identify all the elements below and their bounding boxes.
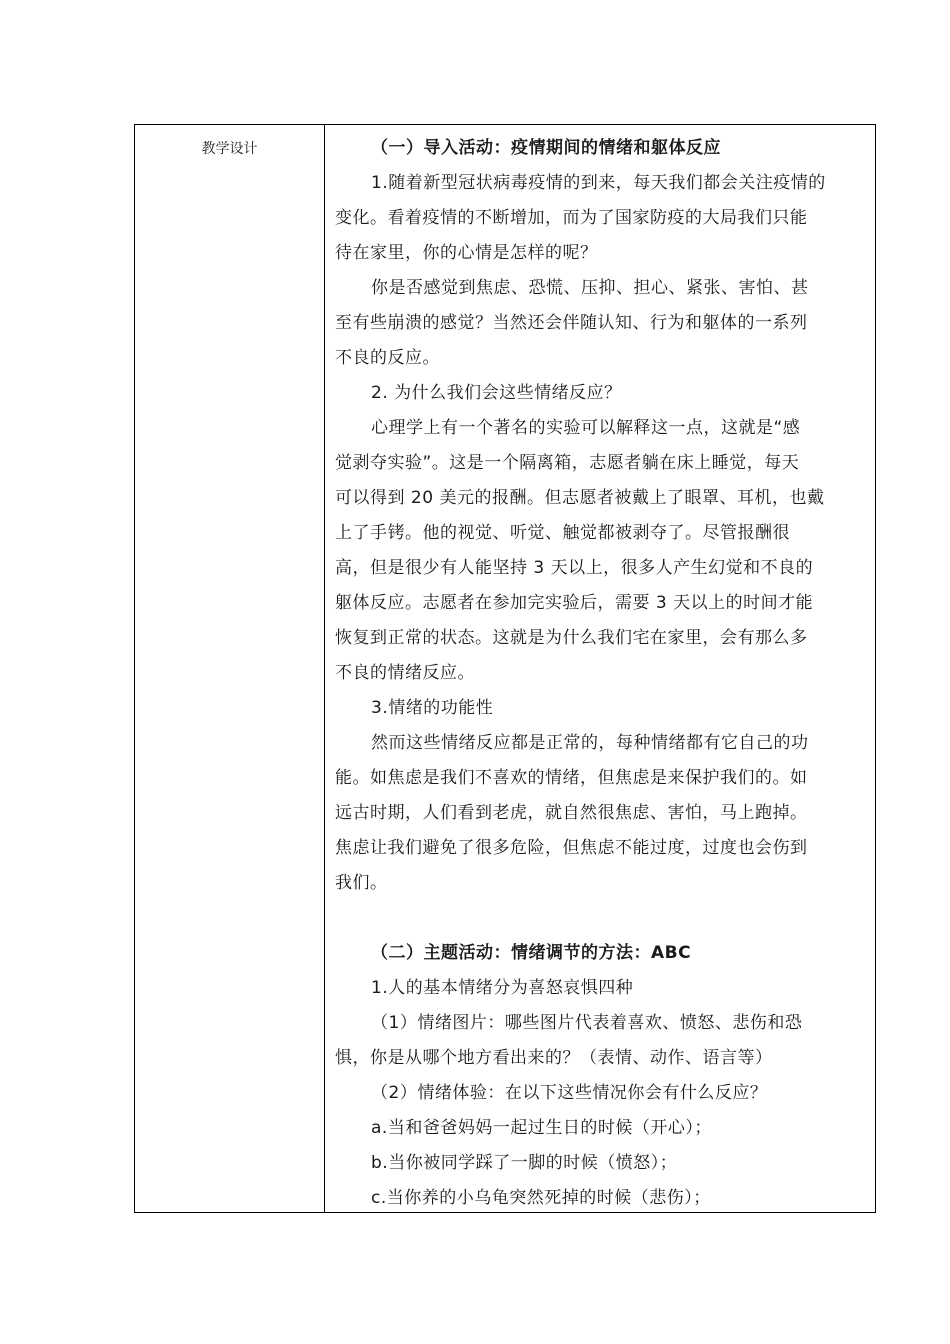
section-2-heading: （二）主题活动：情绪调节的方法：ABC xyxy=(371,943,692,963)
paragraph-line: 1.人的基本情绪分为喜怒哀惧四种 xyxy=(371,978,634,998)
section-spacer xyxy=(335,901,857,936)
paragraph-line: 待在家里，你的心情是怎样的呢？ xyxy=(335,243,598,263)
paragraph-line: 不良的情绪反应。 xyxy=(335,663,475,683)
paragraph-line: 上了手铐。他的视觉、听觉、触觉都被剥夺了。尽管报酬很 xyxy=(335,523,790,543)
paragraph-line: 你是否感觉到焦虑、恐慌、压抑、担心、紧张、害怕、甚 xyxy=(371,278,809,298)
paragraph-line: 我们。 xyxy=(335,873,388,893)
paragraph-line: 惧，你是从哪个地方看出来的？（表情、动作、语言等） xyxy=(335,1048,773,1068)
paragraph-line: c.当你养的小乌龟突然死掉的时候（悲伤）； xyxy=(371,1188,711,1208)
paragraph-line: 高，但是很少有人能坚持 3 天以上，很多人产生幻觉和不良的 xyxy=(335,558,814,578)
paragraph-line: b.当你被同学踩了一脚的时候（愤怒）； xyxy=(371,1153,678,1173)
paragraph-line: 能。如焦虑是我们不喜欢的情绪，但焦虑是来保护我们的。如 xyxy=(335,768,808,788)
paragraph-line: 焦虑让我们避免了很多危险，但焦虑不能过度，过度也会伤到 xyxy=(335,838,808,858)
paragraph-line: 恢复到正常的状态。这就是为什么我们宅在家里，会有那么多 xyxy=(335,628,808,648)
paragraph-line: a.当和爸爸妈妈一起过生日的时候（开心）； xyxy=(371,1118,712,1138)
section-1-heading: （一）导入活动：疫情期间的情绪和躯体反应 xyxy=(371,138,721,158)
paragraph-line: （1）情绪图片：哪些图片代表着喜欢、愤怒、悲伤和恐 xyxy=(371,1013,803,1033)
paragraph-line: 3.情绪的功能性 xyxy=(371,698,494,718)
paragraph-line: 心理学上有一个著名的实验可以解释这一点，这就是“感 xyxy=(371,418,801,438)
paragraph-line: 觉剥夺实验”。这是一个隔离箱，志愿者躺在床上睡觉，每天 xyxy=(335,453,800,473)
paragraph-line: 然而这些情绪反应都是正常的，每种情绪都有它自己的功 xyxy=(371,733,809,753)
paragraph-line: 1.随着新型冠状病毒疫情的到来，每天我们都会关注疫情的 xyxy=(371,173,826,193)
paragraph-line: 躯体反应。志愿者在参加完实验后，需要 3 天以上的时间才能 xyxy=(335,593,814,613)
lesson-plan-table xyxy=(134,124,876,1213)
paragraph-line: 变化。看着疫情的不断增加，而为了国家防疫的大局我们只能 xyxy=(335,208,808,228)
paragraph-line: 不良的反应。 xyxy=(335,348,440,368)
paragraph-line: 可以得到 20 美元的报酬。但志愿者被戴上了眼罩、耳机，也戴 xyxy=(335,488,825,508)
paragraph-line: （2）情绪体验：在以下这些情况你会有什么反应？ xyxy=(371,1083,768,1103)
paragraph-line: 2. 为什么我们会这些情绪反应？ xyxy=(371,383,622,403)
row-label: 教学设计 xyxy=(201,141,258,157)
paragraph-line: 远古时期，人们看到老虎，就自然很焦虑、害怕，马上跑掉。 xyxy=(335,803,808,823)
paragraph-line: 至有些崩溃的感觉？当然还会伴随认知、行为和躯体的一系列 xyxy=(335,313,808,333)
content-cell xyxy=(325,125,875,1212)
